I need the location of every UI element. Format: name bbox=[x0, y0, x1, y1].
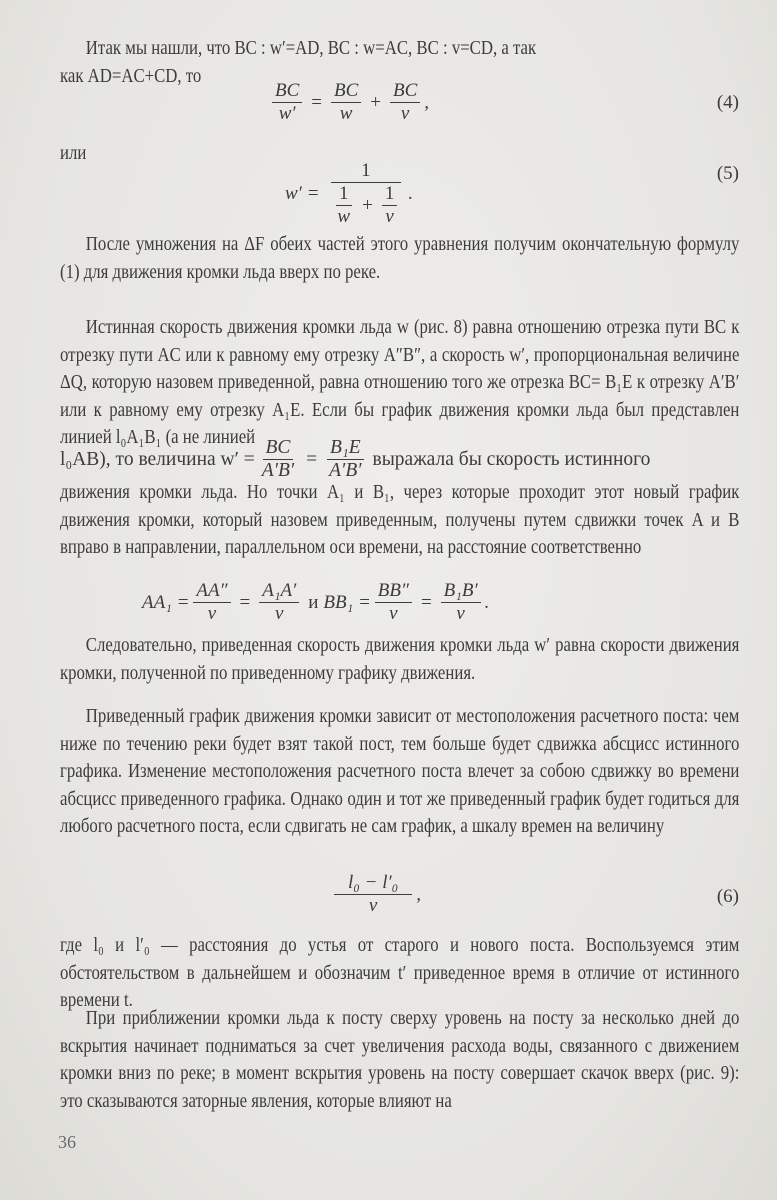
text-line: как AD=AC+CD, то bbox=[60, 65, 202, 87]
paragraph-consequently: Следовательно, приведенная скорость движения кромки льда w′ равна скорости движения кромки, полученной по приведенному графику движения. bbox=[60, 635, 740, 684]
paragraph-where: где l₀ и l′₀ — расстояния до устья от старого и нового поста. Воспользуемся этим обстоятельством в дальнейшем и обозначим t′ приведенное время в отличие от истинного времени t. bbox=[60, 935, 740, 1011]
page-number: 36 bbox=[58, 1132, 76, 1152]
paragraph-true-velocity: Истинная скорость движения кромки льда w (рис. 8) равна отношению отрезка пути BC к отрезку пути AC или к равному ему отрезку A″B″, а скорость w′, пропорциональная величине ΔQ, которую назовем приведенной, равна отношению того же отрезка BC= B₁E к отрезку A′B′ или к равному ему отрезку A₁E. Если бы график движения кромки льда был представлен линией l₀A₁B₁ (а не линией bbox=[60, 317, 740, 448]
equation-number-6: (6) bbox=[716, 886, 739, 907]
equation-shift: AA₁ = $\frac{AA''}{v}$ = $\frac{\text{A₁A′}}{v}$ и BB₁ = $\frac{BB''}{v}$ = $\frac{\text{B₁B′}}{v}$ . bbox=[142, 580, 490, 624]
paragraph-reduced-graph: Приведенный график движения кромки зависит от местоположения расчетного поста: чем ниже по течению реки будет взят такой пост, тем больше будет сдвижка абсцисс истинного графика. Изменение местоположения расчетного поста влечет за собою сдвижку во времени абсцисс приведенного графика. Однако один и тот же приведенный график будет годиться для любого расчетного поста, если сдвигать не сам график, а шкалу времен на величину bbox=[60, 706, 740, 837]
paragraph-points-shift: движения кромки льда. Но точки A₁ и B₁, через которые проходит этот новый график движения кромки, который назовем приведенным, получены путем сдвижки точек A и B вправо в направлении, параллельном оси времени, на расстояние соответственно bbox=[60, 482, 740, 558]
equation-5: w′ = 1 $\frac{1}{w}$ + $\frac{1}{v}$ . bbox=[285, 160, 414, 227]
text-ili: или bbox=[60, 143, 87, 164]
inline-equation-line: l₀AB), то величина w′ = $\frac{BC}{A'B'}$ = $\frac{\text{B₁E}}{A'B'}$ выражала бы скорость истинного bbox=[60, 437, 651, 481]
equation-number-4: (4) bbox=[716, 92, 739, 113]
text-line: Итак мы нашли, что BC : w′=AD, BC : w=AC, BC : v=CD, а так bbox=[85, 38, 537, 59]
equation-6: $\frac{\text{l₀ − l′₀}}{v}$ , bbox=[330, 872, 421, 917]
paragraph-after-multiplication: После умножения на ΔF обеих частей этого уравнения получим окончательную формулу (1) для движения кромки льда вверх по реке. bbox=[60, 234, 740, 283]
equation-number-5: (5) bbox=[716, 163, 739, 184]
equation-4: $\frac{BC}{w'}$ = $\frac{BC}{w}$ + $\frac{BC}{v}$ , bbox=[268, 80, 429, 125]
paragraph-ice-approach: При приближении кромки льда к посту сверху уровень на посту за несколько дней до вскрытия начинает подниматься за счет увеличения расхода воды, связанного с движением кромки вниз по реке; в момент вскрытия уровень на посту совершает скачок вверх (рис. 9): это сказываются заторные явления, которые влияют на bbox=[60, 1008, 740, 1112]
